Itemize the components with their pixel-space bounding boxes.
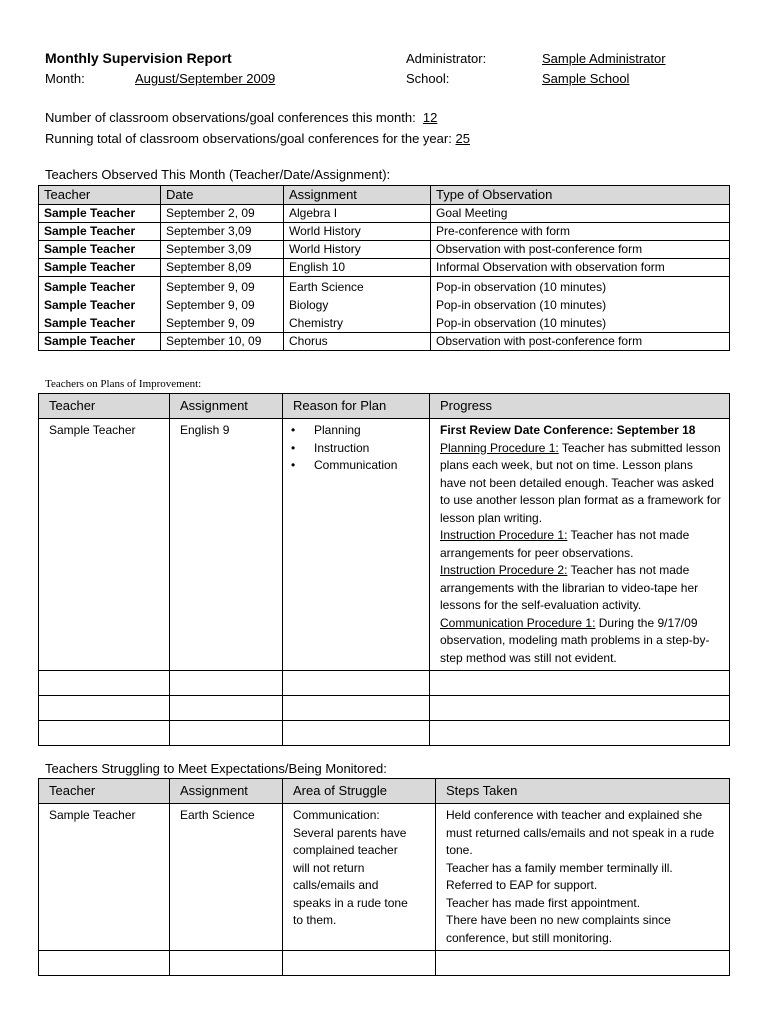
- cell-assignment: World History: [284, 223, 431, 241]
- cell-type: Pop-in observation (10 minutes): [436, 280, 607, 294]
- cell-assignment: Earth Science: [289, 280, 364, 294]
- observed-table: [38, 185, 730, 351]
- cell-teacher: Sample Teacher: [39, 205, 161, 223]
- cell-date: September 9, 09: [166, 280, 255, 294]
- month-count-value: 12: [422, 110, 438, 125]
- progress-text: During the 9/17/09 observation, modeling math problems in a step-by-step method was still not evident.: [440, 615, 710, 665]
- table-row: [39, 277, 730, 333]
- progress-entry: [440, 440, 721, 528]
- cell-date: September 3,09: [161, 241, 284, 259]
- table-row: [39, 259, 730, 277]
- cell-teacher: Sample Teacher: [39, 419, 170, 671]
- cell-type: Observation with post-conference form: [431, 241, 730, 259]
- cell-progress: [430, 419, 730, 671]
- progress-text: Teacher has not made arrangements for peer observations.: [440, 528, 690, 560]
- cell-assignment: World History: [284, 241, 431, 259]
- cell-assignment: Biology: [289, 298, 329, 312]
- col-assignment: Assignment: [284, 186, 431, 205]
- year-total-value: 25: [455, 131, 470, 146]
- table-row: [39, 804, 730, 951]
- empty-row: [39, 671, 730, 696]
- cell-reasons: [283, 419, 430, 671]
- cell-teacher: Sample Teacher: [44, 280, 136, 294]
- cell-teacher: Sample Teacher: [39, 259, 161, 277]
- col-progress: Progress: [430, 394, 730, 419]
- cell-assignment: Algebra I: [284, 205, 431, 223]
- progress-entry: [440, 527, 721, 562]
- cell-date-group: [161, 277, 284, 333]
- col-date: Date: [161, 186, 284, 205]
- progress-label: Planning Procedure 1:: [440, 440, 559, 455]
- col-assignment: Assignment: [170, 779, 283, 804]
- year-total-label: Running total of classroom observations/goal conferences for the year:: [45, 131, 452, 146]
- step-item: There have been no new complaints since conference, but still monitoring.: [446, 913, 671, 945]
- table-row: [39, 205, 730, 223]
- list-item: • Planning: [291, 422, 424, 440]
- step-item: Teacher has made first appointment.: [446, 895, 641, 910]
- school-value: Sample School: [542, 71, 630, 86]
- improvement-table: [38, 393, 730, 746]
- struggling-section-title: Teachers Struggling to Meet Expectations/Being Monitored:: [45, 761, 387, 776]
- cell-teacher: Sample Teacher: [44, 298, 136, 312]
- table-row: [39, 419, 730, 671]
- cell-date: September 8,09: [161, 259, 284, 277]
- cell-date: September 10, 09: [161, 333, 284, 351]
- progress-label: Instruction Procedure 2:: [440, 563, 568, 577]
- improvement-header-row: [39, 394, 730, 419]
- empty-row: [39, 696, 730, 721]
- month-value: August/September 2009: [135, 71, 276, 86]
- cell-assignment: Earth Science: [170, 804, 283, 951]
- cell-teacher: Sample Teacher: [39, 333, 161, 351]
- cell-date: September 3,09: [161, 223, 284, 241]
- cell-assignment: Chorus: [284, 333, 431, 351]
- cell-teacher: Sample Teacher: [39, 241, 161, 259]
- administrator-label: Administrator:: [406, 51, 487, 66]
- list-item: • Communication: [291, 457, 424, 475]
- col-area: Area of Struggle: [283, 779, 436, 804]
- col-teacher: Teacher: [39, 394, 170, 419]
- school-label: School:: [406, 71, 450, 86]
- observed-header-row: [39, 186, 730, 205]
- cell-date: September 2, 09: [161, 205, 284, 223]
- year-total-line: [45, 131, 470, 146]
- col-reason: Reason for Plan: [283, 394, 430, 419]
- report-title: Monthly Supervision Report: [45, 50, 232, 66]
- cell-teacher-group: [39, 277, 161, 333]
- cell-type: Pop-in observation (10 minutes): [436, 316, 607, 330]
- cell-type: Pop-in observation (10 minutes): [436, 298, 607, 312]
- empty-row: [39, 951, 730, 976]
- col-teacher: Teacher: [39, 779, 170, 804]
- cell-date: September 9, 09: [166, 298, 255, 312]
- month-label: Month:: [45, 71, 85, 86]
- administrator-value: Sample Administrator: [542, 51, 666, 66]
- cell-teacher: Sample Teacher: [44, 316, 136, 330]
- observed-section-title: Teachers Observed This Month (Teacher/Date/Assignment):: [45, 167, 391, 182]
- table-row: [39, 223, 730, 241]
- col-teacher: Teacher: [39, 186, 161, 205]
- cell-type: Informal Observation with observation form: [431, 259, 730, 277]
- improvement-section-title: Teachers on Plans of Improvement:: [45, 378, 202, 390]
- cell-type-group: [431, 277, 730, 333]
- cell-assignment: English 10: [284, 259, 431, 277]
- progress-label: Instruction Procedure 1:: [440, 528, 568, 542]
- progress-label: Communication Procedure 1:: [440, 615, 596, 630]
- cell-steps: [436, 804, 730, 951]
- table-row: [39, 333, 730, 351]
- struggling-table: [38, 778, 730, 976]
- table-row: [39, 241, 730, 259]
- cell-teacher: Sample Teacher: [39, 223, 161, 241]
- struggling-header-row: [39, 779, 730, 804]
- step-item: Teacher has a family member terminally ill.: [446, 860, 673, 875]
- progress-entry: [440, 615, 721, 668]
- cell-assignment-group: [284, 277, 431, 333]
- cell-date: September 9, 09: [166, 316, 255, 330]
- list-item: • Instruction: [291, 440, 424, 458]
- step-item: Held conference with teacher and explained she must returned calls/emails and not speak in a rude tone.: [446, 808, 715, 857]
- cell-type: Pre-conference with form: [431, 223, 730, 241]
- cell-teacher: Sample Teacher: [39, 804, 170, 951]
- progress-text: Teacher has submitted lesson plans each week, but not on time. Lesson plans have not been detailed enough. Teacher was asked to use another lesson plan format as a framework for lesson plan writing.: [440, 440, 721, 525]
- cell-assignment: English 9: [170, 419, 283, 671]
- progress-entry: [440, 562, 721, 615]
- col-type: Type of Observation: [431, 186, 730, 205]
- step-item: Referred to EAP for support.: [446, 878, 598, 892]
- reason-list: [291, 422, 424, 475]
- col-steps: Steps Taken: [436, 779, 730, 804]
- month-count-line: [45, 110, 437, 125]
- cell-assignment: Chemistry: [289, 316, 344, 330]
- empty-row: [39, 721, 730, 746]
- month-count-label: Number of classroom observations/goal conferences this month:: [45, 110, 416, 125]
- cell-type: Observation with post-conference form: [431, 333, 730, 351]
- cell-area: Communication: Several parents have complained teacher will not return calls/emails and speaks in a rude tone to them.: [283, 804, 436, 951]
- progress-heading: First Review Date Conference: September 18: [440, 423, 696, 437]
- progress-text: Teacher has not made arrangements with the librarian to video-tape her lessons for the self-evaluation activity.: [440, 563, 699, 612]
- cell-type: Goal Meeting: [431, 205, 730, 223]
- col-assignment: Assignment: [170, 394, 283, 419]
